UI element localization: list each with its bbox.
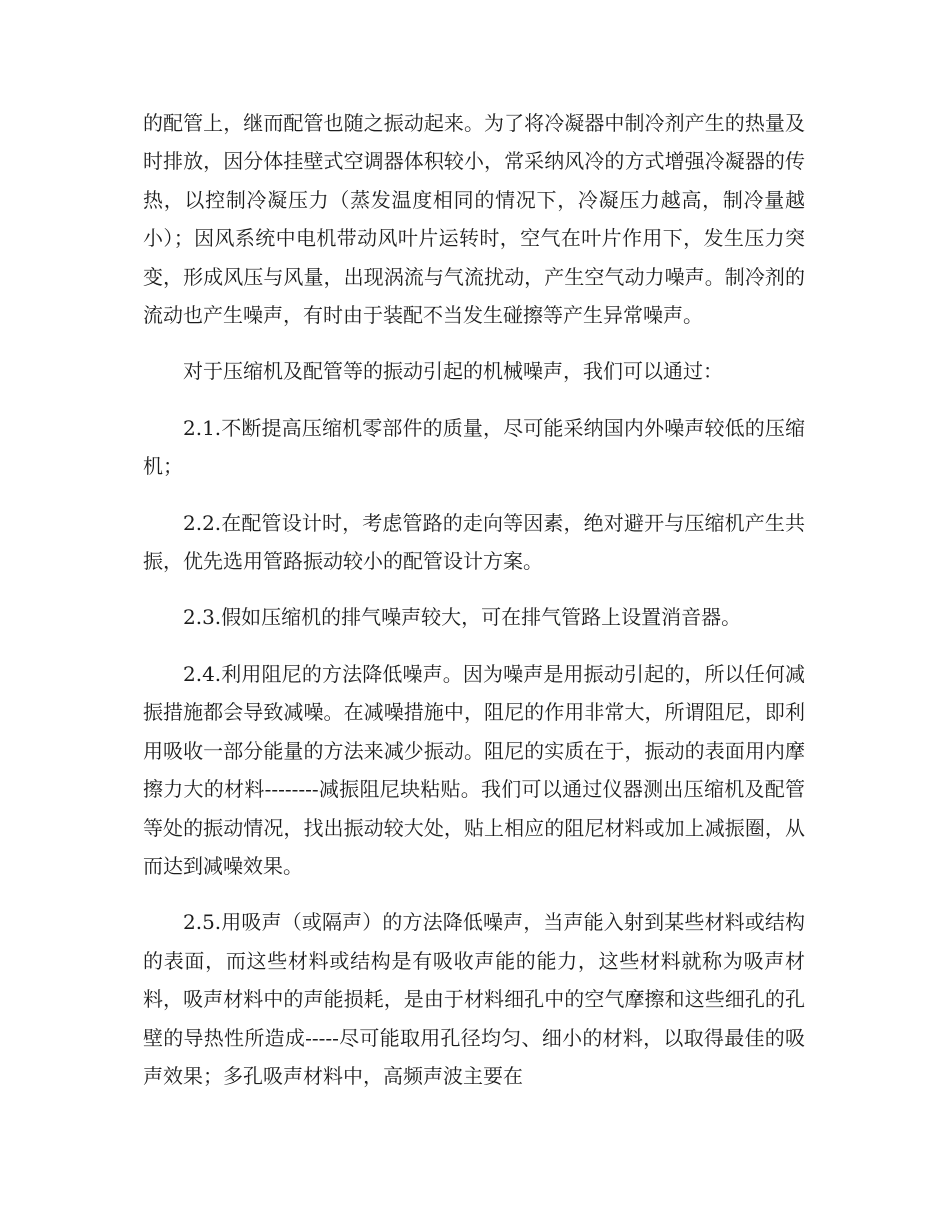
paragraph-item-2-2: 2.2.在配管设计时，考虑管路的走向等因素，绝对避开与压缩机产生共振，优先选用管路振动较小的配管设计方案。 <box>143 510 805 574</box>
paragraph-item-2-5: 2.5.用吸声（或隔声）的方法降低噪声，当声能入射到某些材料或结构的表面，而这些材料或结构是有吸收声能的能力，这些材料就称为吸声材料，吸声材料中的声能损耗，是由于材料细孔中的空气摩擦和这些细孔的孔壁的导热性所造成-----尽可能取用孔径均匀、细小的材料，以取得最佳的吸声效果；多孔吸声材料中，高频声波主要在 <box>143 910 805 1088</box>
paragraph-item-2-3: 2.3.假如压缩机的排气噪声较大，可在排气管路上设置消音器。 <box>183 605 742 630</box>
paragraph-intro-mechanical-noise: 对于压缩机及配管等的振动引起的机械噪声，我们可以通过： <box>183 359 723 384</box>
paragraph-item-2-1: 2.1.不断提高压缩机零部件的质量，尽可能采纳国内外噪声较低的压缩机； <box>143 415 805 479</box>
paragraph-item-2-4: 2.4.利用阻尼的方法降低噪声。因为噪声是用振动引起的，所以任何减振措施都会导致减噪。在减噪措施中，阻尼的作用非常大，所谓阻尼，即利用吸收一部分能量的方法来减少振动。阻尼的实质在于，振动的表面用内摩擦力大的材料--------减振阻尼块粘贴。我们可以通过仪器测出压缩机及配管等处的振动情况，找出振动较大处，贴上相应的阻尼材料或加上减振圈，从而达到减噪效果。 <box>143 661 805 878</box>
paragraph-continuation: 的配管上，继而配管也随之振动起来。为了将冷凝器中制冷剂产生的热量及时排放，因分体挂壁式空调器体积较小，常采纳风冷的方式增强冷凝器的传热，以控制冷凝压力（蒸发温度相同的情况下，冷凝压力越高，制冷量越小）；因风系统中电机带动风叶片运转时，空气在叶片作用下，发生压力突变，形成风压与风量，出现涡流与气流扰动，产生空气动力噪声。制冷剂的流动也产生噪声，有时由于装配不当发生碰擦等产生异常噪声。 <box>143 111 805 328</box>
document-body <box>143 104 805 1113</box>
